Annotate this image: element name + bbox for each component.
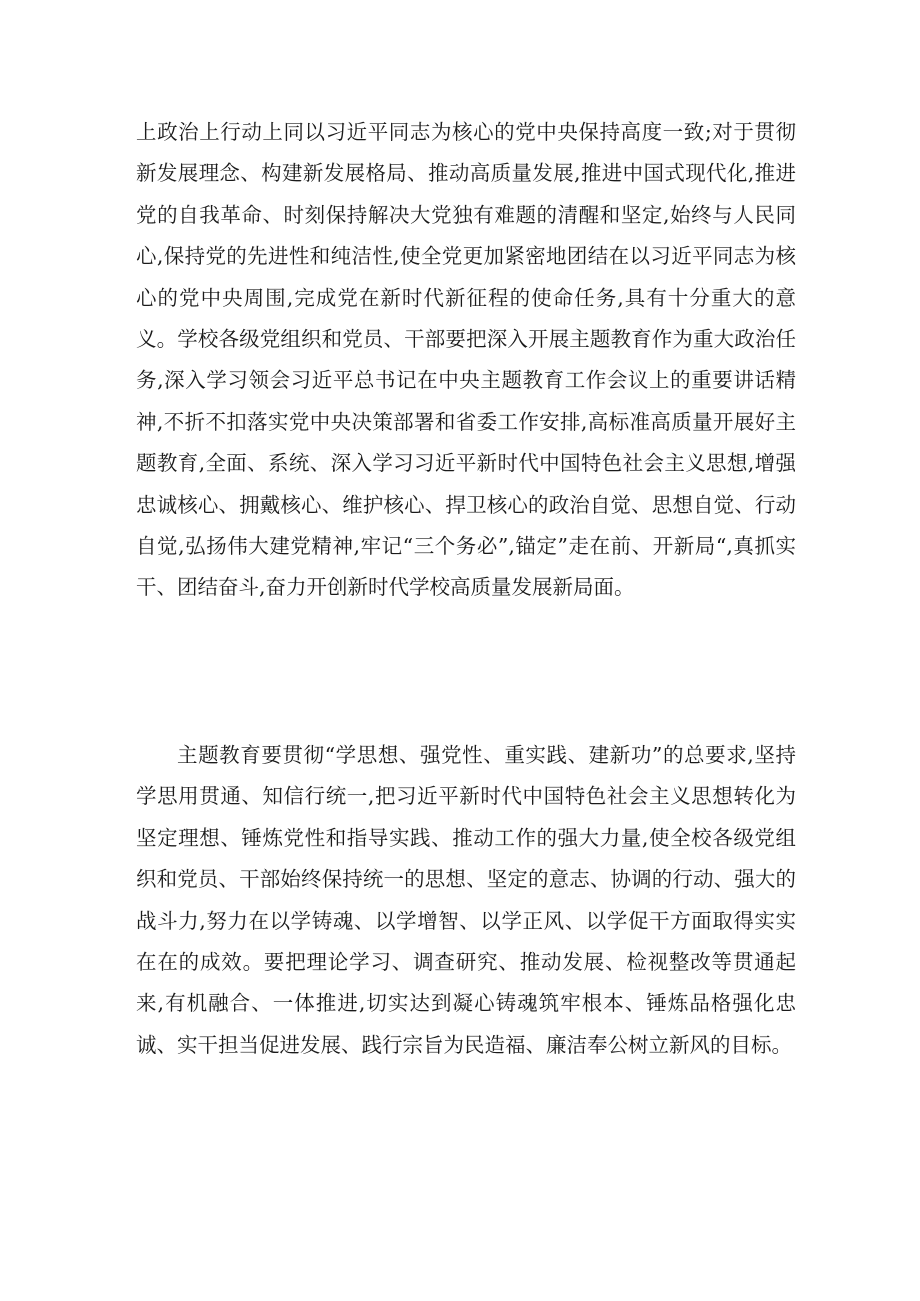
body-paragraph-1: 上政治上行动上同以习近平同志为核心的党中央保持高度一致;对于贯彻新发展理念、构建新发展格局、推动高质量发展,推进中国式现代化,推进党的自我革命、时刻保持解决大党独有难题的清醒和坚定,始终与人民同心,保持党的先进性和纯洁性,使全党更加紧密地团结在以习近平同志为核心的党中央周围,完成党在新时代新征程的使命任务,具有十分重大的意义。学校各级党组织和党员、干部要把深入开展主题教育作为重大政治任务,深入学习领会习近平总书记在中央主题教育工作会议上的重要讲话精神,不折不扣落实党中央决策部署和省委工作安排,高标准高质量开展好主题教育,全面、系统、深入学习习近平新时代中国特色社会主义思想,增强忠诚核心、拥戴核心、维护核心、捍卫核心的政治自觉、思想自觉、行动自觉,弘扬伟大建党精神,牢记“三个务必”,锚定”走在前、开新局“,真抓实干、团结奋斗,奋力开创新时代学校高质量发展新局面。 <box>136 120 796 600</box>
body-paragraph-2: 主题教育要贯彻“学思想、强党性、重实践、建新功”的总要求,坚持学思用贯通、知信行统一,把习近平新时代中国特色社会主义思想转化为坚定理想、锤炼党性和指导实践、推动工作的强大力量,使全校各级党组织和党员、干部始终保持统一的思想、坚定的意志、协调的行动、强大的战斗力,努力在以学铸魂、以学增智、以学正风、以学促干方面取得实实在在的成效。要把理论学习、调查研究、推动发展、检视整改等贯通起来,有机融合、一体推进,切实达到凝心铸魂筑牢根本、锤炼品格强化忠诚、实干担当促进发展、践行宗旨为民造福、廉洁奉公树立新风的目标。 <box>136 743 796 1057</box>
